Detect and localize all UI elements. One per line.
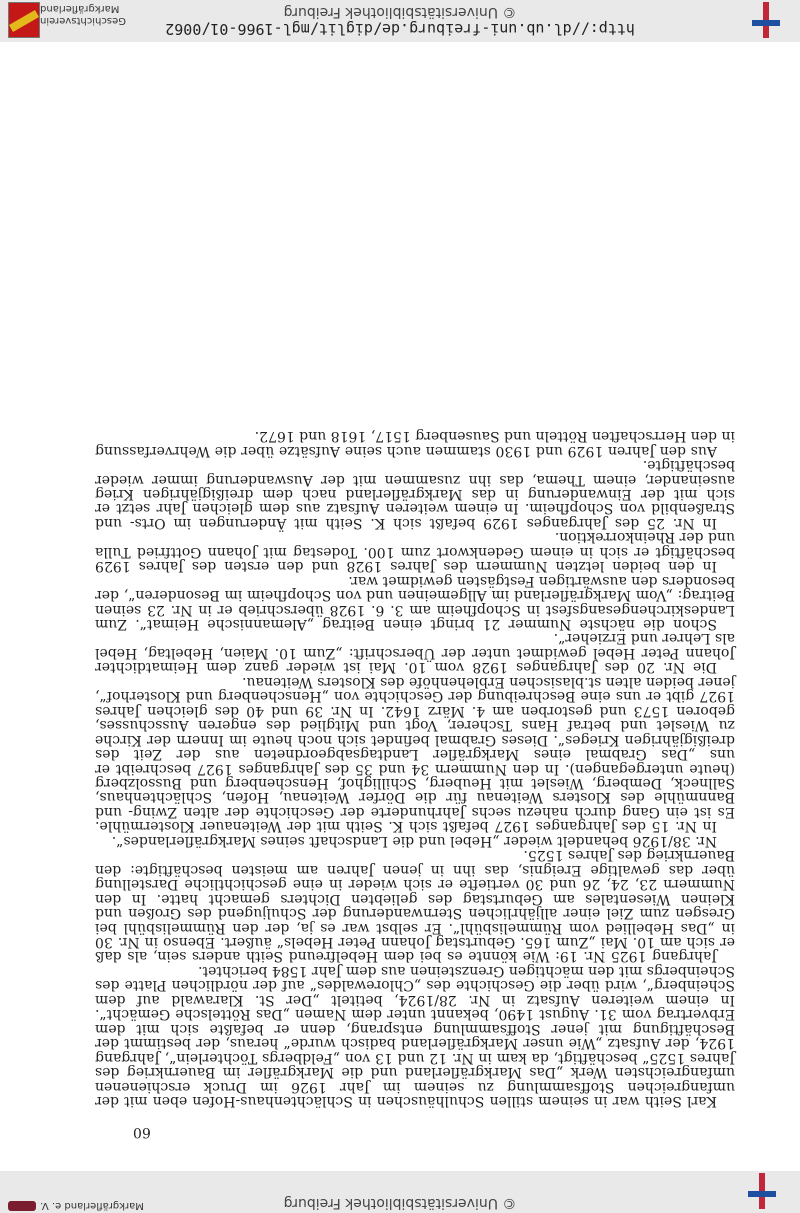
paragraph: Aus den Jahren 1929 und 1930 stammen auch seine Aufsätze über die Wehrverfassung in den Herrschaften Rötteln und Sausenberg 1517, 1618 und 1672.	[95, 428, 735, 459]
paragraph: In Nr. 25 des Jahrganges 1929 befaßt sich K. Seith mit Änderungen im Orts- und Straßenbild von Schopfheim. In einem weiteren Aufsatz aus dem gleichen Jahr setzt er sich mit der Einwanderung in das Markgräflerland nach dem dreißigjährigen Krieg auseinander, einem Thema, das ihn zusammen mit der Auswanderung immer wieder beschäftigte.	[95, 457, 735, 531]
paragraph: Nr. 38/1926 behandelt wieder „Hebel und die Landschaft seines Markgräflerlandes“.	[111, 832, 717, 849]
copyright-credit: © Universitätsbibliothek Freiburg	[283, 1195, 517, 1211]
paragraph: In den beiden letzten Nummern des Jahres 1928 und den ersten des Jahres 1929 beschäftigt er sich in einem Gedenkwort zum 100. Todestag mit Johann Gottfried Tulla und der Rheinkorrektion.	[95, 529, 735, 575]
copyright-credit: © Universitätsbibliothek Freiburg	[283, 4, 517, 20]
top-banner	[0, 0, 800, 42]
paragraph: Jahrgang 1925 Nr. 19: Wie könnte es bei dem Hebelfreund Seith anders sein, als daß er sich am 10. Mai „Zum 165. Geburtstag Johann Peter Hebels“ äußert. Ebenso in Nr. 30 in „Das Hebellied vom Rümmelisbühl“. Er selbst war es ja, der den Rümmelisbühl bei Gresgen zum Ziel einer alljährlichen Sternwanderung der Schuljugend des Großen und Kleinen Wiesentales am Geburtstag des geliebten Dichters gemacht hatte. In den Nummern 23, 24, 26 und 30 vertiefte er sich wieder in eine geschichtliche Darstellung über das gewaltige Ereignis, das ihn in jenen Jahren am meisten beschäftigte: den Bauernkrieg des Jahres 1525.	[95, 847, 735, 965]
society-logo-icon	[8, 1201, 36, 1211]
document-page	[95, 205, 735, 1170]
bottom-banner	[0, 1171, 800, 1213]
paragraph: In Nr. 15 des Jahrganges 1927 befaßt sich K. Seith mit der Weitenauer Klostermühle. Es ist ein Gang durch nahezu sechs Jahrhunderte der Geschichte der alten Zwing- und Bannmühle des Klosters Weitenau für die Dörfer Weitenau, Hofen, Schlächtenhaus, Sallneck, Demberg, Wieslet mit Heuberg, Schillighof, Henschenberg und Bussolzberg (heute untergegangen). In den Nummern 34 und 35 des Jahrganges 1927 beschreibt er uns „Das Grabmal eines Markgräfler Landtagsabgeordneten aus der Zeit des dreißigjährigen Krieges“. Dieses Grabmal befindet sich noch heute im Innern der Kirche zu Wieslet und betraf Hans Tscherer, Vogt und Mitglied des engeren Ausschusses, geboren 1573 und gestorben am 4. März 1642. In Nr. 39 und 40 des gleichen Jahres 1927 gibt er uns eine Beschreibung der Geschichte von „Henschenberg und Klosterhof“, jener beiden alten st.blasischen Erblehenhöfe des Klosters Weitenau.	[95, 673, 735, 835]
body-text	[95, 429, 735, 1108]
paragraph: Karl Seith war in seinem stillen Schulhäuschen in Schlächtenhaus-Hofen eben mit der umfangreichen Stoffsammlung zu seinem im Jahr 1926 im Druck erschienenen umfangreichsten Werk „Das Markgräflerland und die Markgräfler im Bauernkrieg des Jahres 1525“ beschäftigt, da kam in Nr. 12 und 13 von „Feldbergs Töchterlein“, Jahrgang 1924, der Aufsatz „Wie unser Markgräflerland badisch wurde“ heraus, der bestimmt der Beschäftigung mit jener Stoffsammlung entsprang, denn er befaßte sich mit dem Erbvertrag vom 31. August 1490, bekannt unter dem Namen „Das Röttelsche Gemächt“. In einem weiteren Aufsatz in Nr. 28/1924, betitelt „Der St. Klarawald auf dem Scheinberg“, wird über die Geschichte des „Chlorewaldes“ auf der nördlichen Platte des Scheinbergs mit den mächtigen Grenzsteinen aus dem Jahr 1584 berichtet.	[95, 962, 735, 1109]
society-logo-text: Geschichtsverein Markgräflerland	[40, 3, 126, 26]
paragraph: Schon die nächste Nummer 21 bringt einen Beitrag „Alemannische Heimat“. Zum Landeskirchengesangsfest in Schopfheim am 3. 6. 1928 überschrieb er in Nr. 23 seinen Beitrag: „Vom Markgräflerland im Allgemeinen und von Schopfheim im Besonderen“, der besonders den auswärtigen Festgästen gewidmet war.	[95, 572, 735, 633]
page-number: 60	[133, 1124, 151, 1140]
paragraph: Die Nr. 20 des Jahrganges 1928 vom 10. Mai ist wieder ganz dem Heimatdichter Johann Peter Hebel gewidmet unter der Überschrift: „Zum 10. Maien, Hebeltag, Hebel als Lehrer und Erzieher“.	[95, 630, 735, 676]
coat-of-arms-icon	[8, 2, 40, 38]
source-url[interactable]: http://dl.ub.uni-freiburg.de/diglit/mgl-1966-01/0062	[165, 20, 635, 38]
society-logo-text: Markgräflerland e. V.	[40, 1200, 144, 1211]
